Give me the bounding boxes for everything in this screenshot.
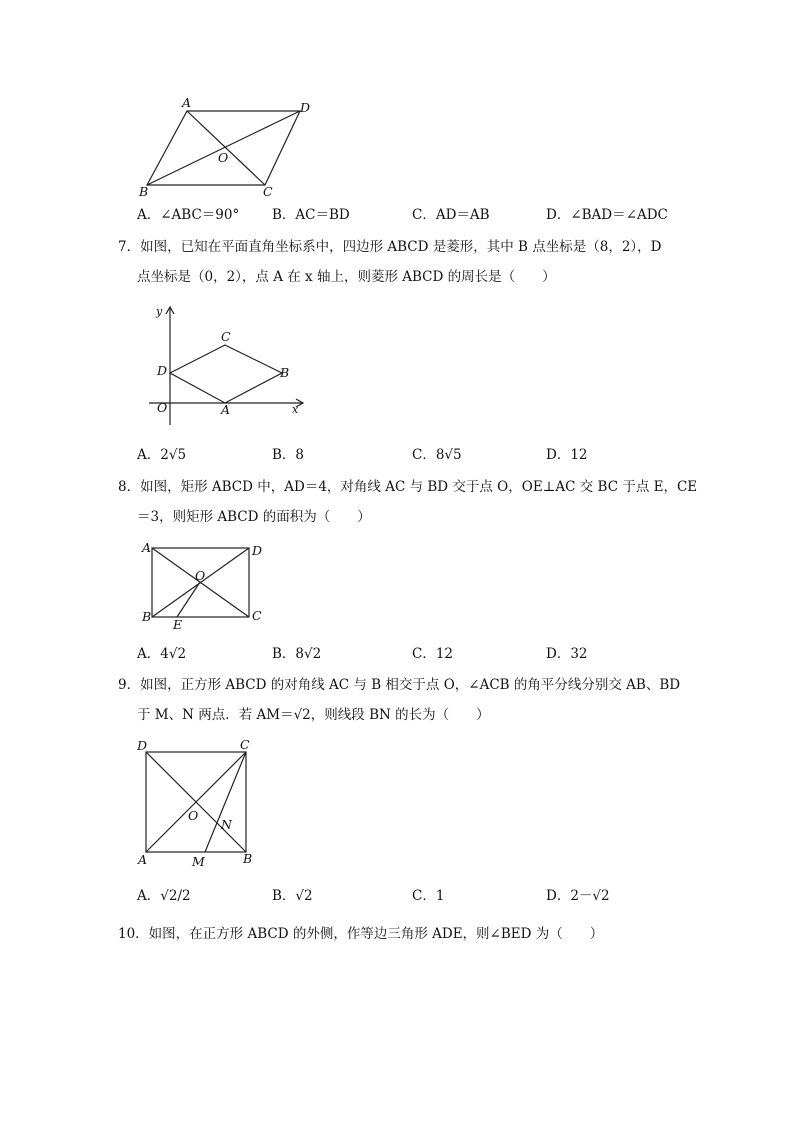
q7-label-b: B: [280, 365, 290, 380]
q7-label-a: A: [221, 402, 231, 417]
q7-text-line2: 点坐标是（0，2），点 A 在 x 轴上，则菱形 ABCD 的周长是（ ）: [137, 269, 556, 285]
q6-option-a: A．∠ABC＝90°: [137, 207, 240, 223]
q9-label-b: B: [243, 851, 253, 866]
q10-text-line1: 10．如图，在正方形 ABCD 的外侧，作等边三角形 ADE，则∠BED 为（ ）: [118, 926, 604, 942]
q6-option-c: C．AD＝AB: [412, 207, 490, 223]
q9-option-c: C．1: [412, 888, 445, 904]
q7-option-c: C．8√5: [412, 447, 462, 463]
q7-label-d: D: [157, 363, 168, 378]
q8-text-line1: 8．如图，矩形 ABCD 中，AD＝4，对角线 AC 与 BD 交于点 O，OE⊥AC 交 BC 于点 E，CE: [118, 479, 698, 495]
q8-option-a: A．4√2: [137, 646, 187, 662]
q8-text-line2: ＝3，则矩形 ABCD 的面积为（ ）: [137, 509, 371, 525]
q8-figure: [138, 538, 273, 633]
q7-option-b: B．8: [272, 447, 305, 463]
q9-text-line1: 9．如图，正方形 ABCD 的对角线 AC 与 B 相交于点 O，∠ACB 的角平分线分别交 AB、BD: [118, 677, 681, 693]
q7-figure: [145, 300, 315, 430]
q9-label-d: D: [137, 738, 148, 753]
q7-label-y: y: [156, 305, 163, 318]
q8-label-o: O: [195, 568, 206, 583]
q6-label-d: D: [300, 100, 311, 115]
q7-option-d: D．12: [546, 447, 588, 463]
q9-label-n: N: [221, 817, 232, 832]
q8-option-b: B．8√2: [272, 646, 322, 662]
q8-label-b: B: [142, 609, 152, 624]
q6-label-b: B: [139, 184, 149, 199]
q9-text-line2: 于 M、N 两点．若 AM＝√2，则线段 BN 的长为（ ）: [137, 707, 490, 723]
q6-label-c: C: [263, 184, 273, 199]
q6-option-d: D．∠BAD＝∠ADC: [546, 207, 668, 223]
q6-diagonal-ac: [187, 111, 265, 185]
q6-diagonal-bd: [147, 111, 300, 185]
q9-option-a: A．√2/2: [137, 888, 191, 904]
q6-option-b: B．AC＝BD: [272, 207, 350, 223]
q6-label-a: A: [182, 95, 192, 110]
q9-option-b: B．√2: [272, 888, 313, 904]
q7-label-o: O: [157, 400, 168, 415]
q6-figure: [130, 90, 330, 205]
q7-option-a: A．2√5: [137, 447, 187, 463]
q9-figure: [130, 736, 265, 871]
q6-label-o: O: [218, 150, 229, 165]
q9-label-m: M: [192, 854, 205, 869]
q8-option-d: D．32: [546, 646, 588, 662]
q8-segment-oe: [177, 582, 200, 617]
q7-label-x: x: [292, 403, 299, 416]
q9-label-c: C: [240, 737, 250, 752]
q9-option-d: D．2－√2: [546, 888, 610, 904]
q7-label-c: C: [221, 329, 231, 344]
q8-label-c: C: [252, 608, 262, 623]
q7-text-line1: 7．如图，已知在平面直角坐标系中，四边形 ABCD 是菱形，其中 B 点坐标是（8，2），D: [118, 239, 662, 255]
q8-label-e: E: [173, 617, 183, 632]
q7-rhombus: [170, 345, 282, 403]
q9-bisector-cm: [205, 752, 246, 852]
q8-option-c: C．12: [412, 646, 454, 662]
q9-label-o: O: [188, 808, 199, 823]
q9-label-a: A: [138, 852, 148, 867]
q8-label-a: A: [142, 540, 152, 555]
q8-label-d: D: [252, 543, 263, 558]
